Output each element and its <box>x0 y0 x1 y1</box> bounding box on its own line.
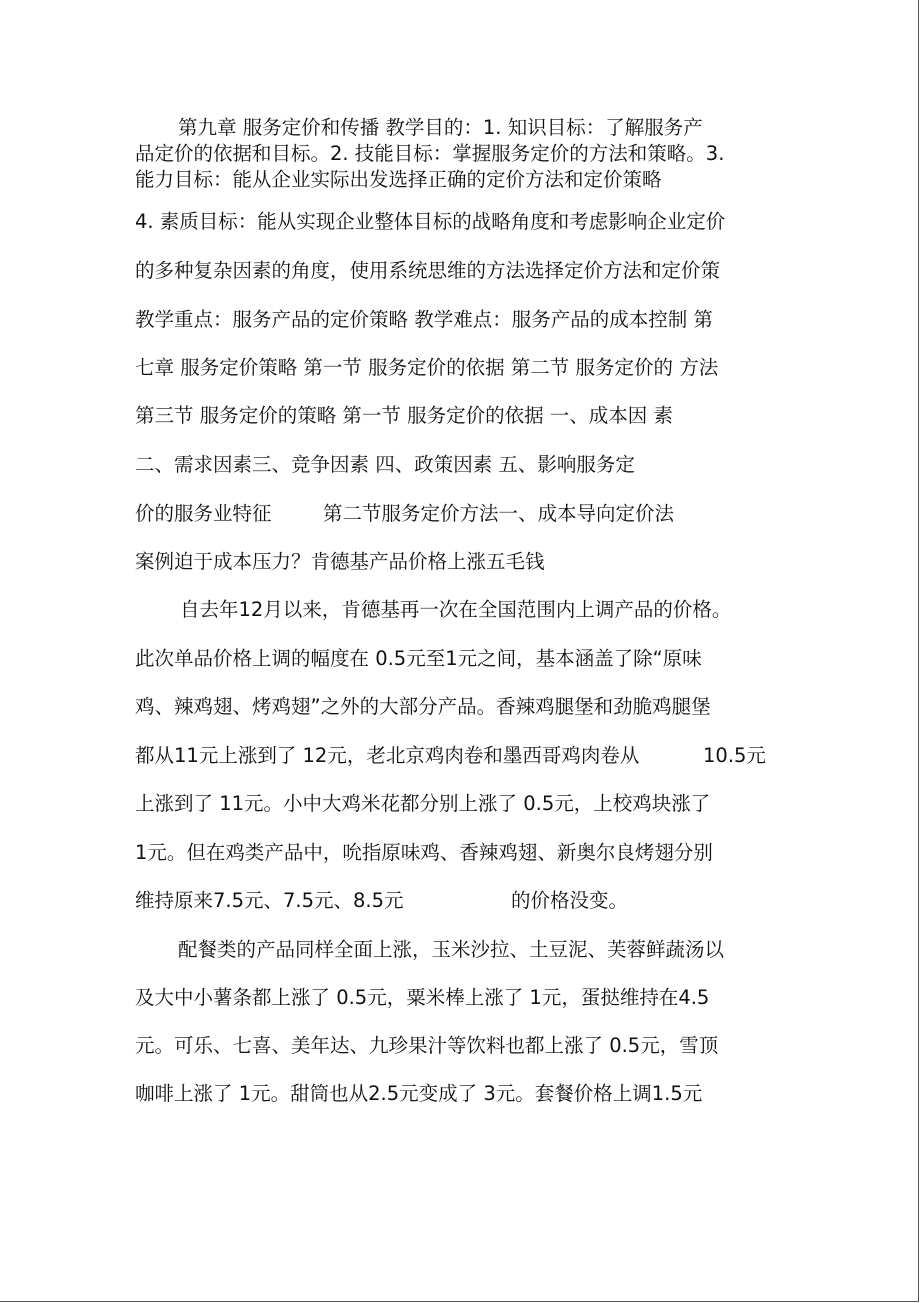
text-line <box>135 986 709 1010</box>
text-segment: 的价格没变。 <box>511 889 629 912</box>
text-line <box>135 695 711 719</box>
text-segment: 此次单品价格上调的幅度在 0.5元至1元之间，基本涵盖了除“原味 <box>135 647 702 670</box>
text-line <box>135 259 720 283</box>
text-segment: 自去年12月以来，肯德基再一次在全国范围内上调产品的价格。 <box>180 598 732 621</box>
text-line <box>135 453 635 477</box>
text-segment: 第三节 服务定价的策略 第一节 服务定价的依据 一、成本因 素 <box>135 404 673 427</box>
text-segment: 10.5元 <box>703 744 766 767</box>
text-segment: 配餐类的产品同样全面上涨，玉米沙拉、土豆泥、芙蓉鲜蔬汤以 <box>178 938 725 961</box>
text-line <box>135 647 702 671</box>
text-line <box>178 116 703 140</box>
text-line <box>135 550 545 574</box>
text-segment: 4. 素质目标：能从实现企业整体目标的战略角度和考虑影响企业定价 <box>135 210 726 233</box>
text-line <box>135 1034 718 1058</box>
text-segment: 第九章 服务定价和传播 教学目的：1. 知识目标：了解服务产 <box>178 116 703 139</box>
text-line <box>135 356 718 380</box>
text-line <box>135 841 713 865</box>
text-segment: 价的服务业特征 <box>135 502 272 525</box>
text-segment: 案例迫于成本压力？肯德基产品价格上涨五毛钱 <box>135 550 545 573</box>
text-line <box>178 938 724 962</box>
text-line <box>135 210 725 234</box>
text-segment: 咖啡上涨了 1元。甜筒也从2.5元变成了 3元。套餐价格上调1.5元 <box>135 1082 703 1105</box>
text-segment: 及大中小薯条都上涨了 0.5元，粟米棒上涨了 1元，蛋挞维持在4.5 <box>135 986 710 1009</box>
text-segment: 上涨到了 11元。小中大鸡米花都分别上涨了 0.5元，上校鸡块涨了 <box>135 792 711 815</box>
text-segment: 品定价的依据和目标。2. 技能目标：掌握服务定价的方法和策略。3. <box>135 142 725 165</box>
text-segment: 教学重点：服务产品的定价策略 教学难点：服务产品的成本控制 第 <box>135 308 713 331</box>
text-line <box>135 792 710 816</box>
text-segment: 的多种复杂因素的角度，使用系统思维的方法选择定价方法和定价策 <box>135 259 721 282</box>
text-segment: 能力目标：能从企业实际出发选择正确的定价方法和定价策略 <box>135 168 662 191</box>
text-segment: 第二节服务定价方法一、成本导向定价法 <box>323 502 675 525</box>
text-segment: 维持原来7.5元、7.5元、8.5元 <box>135 889 404 912</box>
text-segment: 都从11元上涨到了 12元，老北京鸡肉卷和墨西哥鸡肉卷从 <box>135 744 640 767</box>
text-segment: 二、需求因素三、竞争因素 四、政策因素 五、影响服务定 <box>135 453 635 476</box>
text-line <box>135 308 713 332</box>
text-segment: 鸡、辣鸡翅、烤鸡翅”之外的大部分产品。香辣鸡腿堡和劲脆鸡腿堡 <box>135 695 711 718</box>
text-segment: 元。可乐、七喜、美年达、九珍果汁等饮料也都上涨了 0.5元，雪顶 <box>135 1034 719 1057</box>
text-segment: 1元。但在鸡类产品中，吮指原味鸡、香辣鸡翅、新奥尔良烤翅分别 <box>135 841 713 864</box>
text-line <box>135 168 662 192</box>
text-line <box>135 142 724 166</box>
text-line <box>180 598 731 622</box>
text-segment: 七章 服务定价策略 第一节 服务定价的依据 第二节 服务定价的 方法 <box>135 356 719 379</box>
text-line <box>135 1082 702 1106</box>
text-line <box>135 404 673 428</box>
